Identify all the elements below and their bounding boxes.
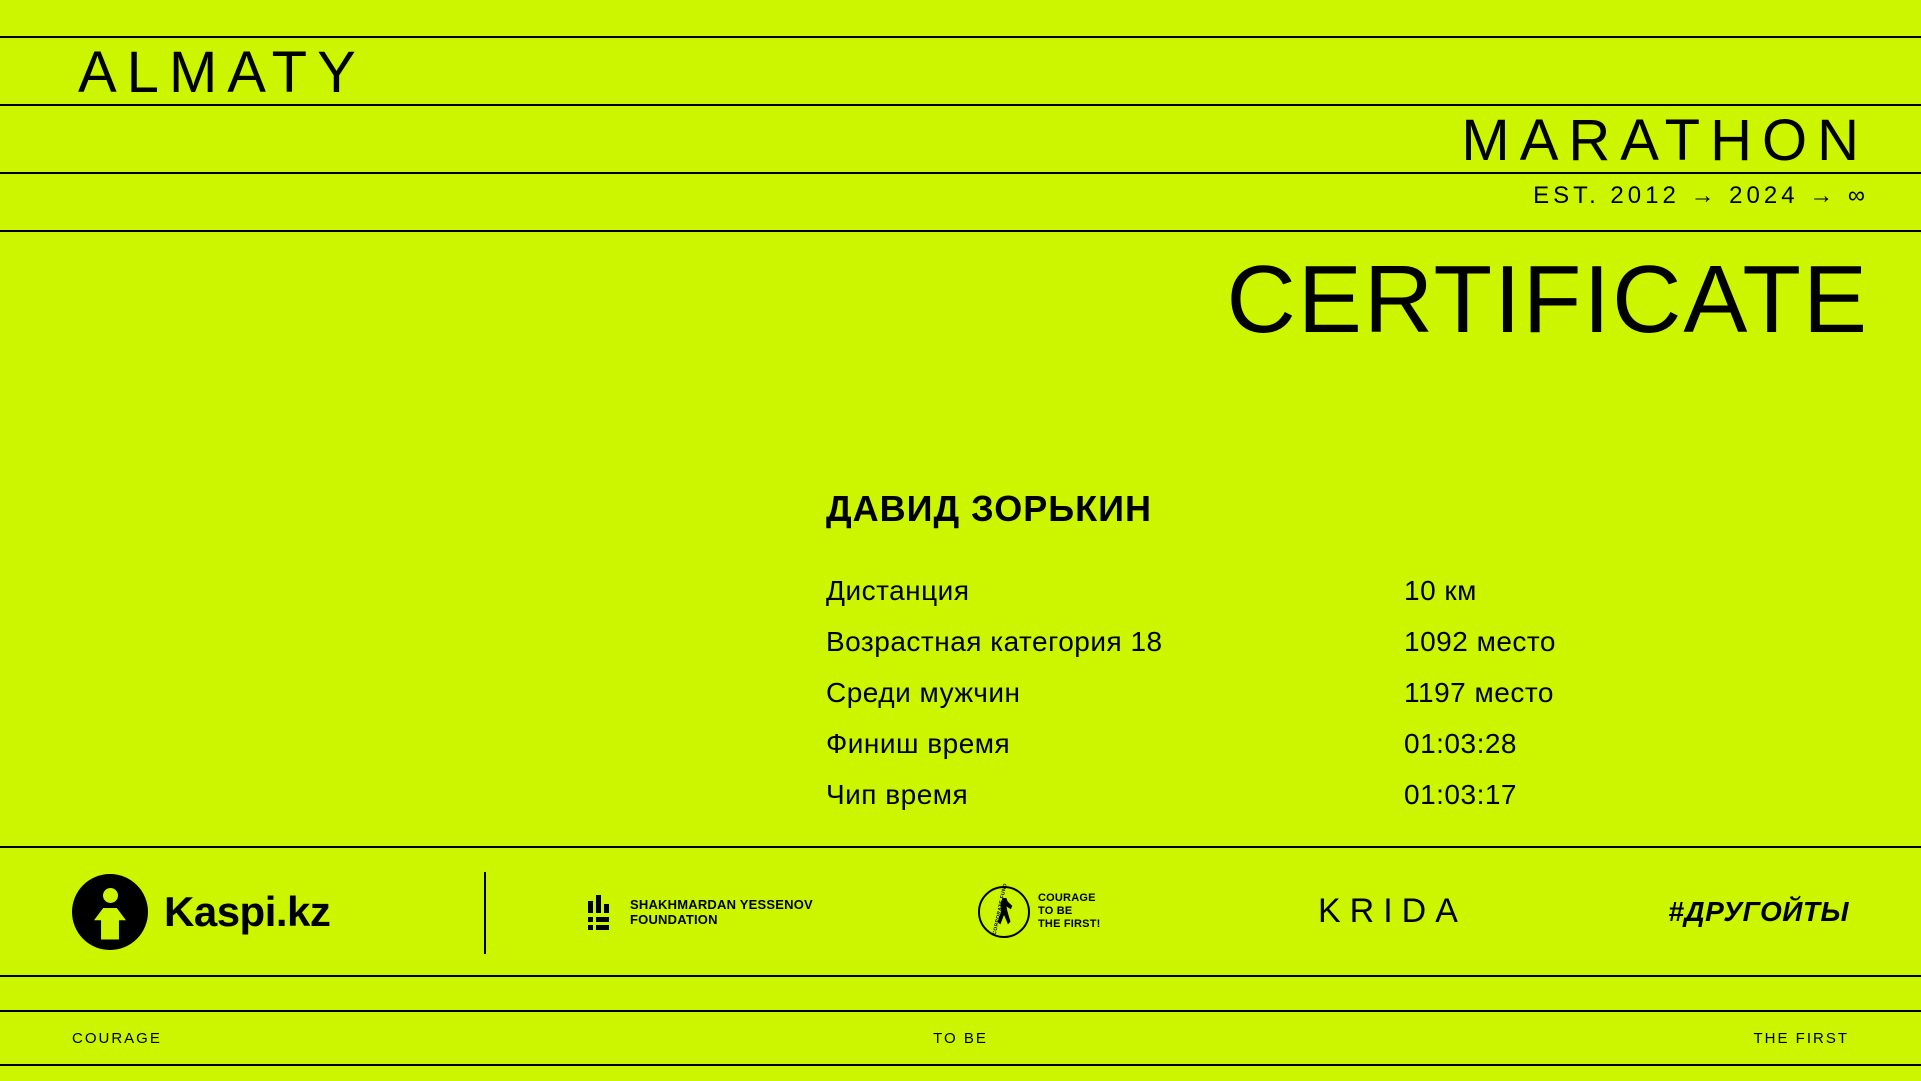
kaspi-logo-icon — [72, 874, 148, 950]
detail-row — [826, 677, 1826, 728]
established-line: EST. 2012 → 2024 → ∞ — [1533, 182, 1869, 209]
result-details — [826, 488, 1826, 830]
detail-label: Среди мужчин — [826, 677, 1021, 708]
detail-value: 1197 место — [1404, 677, 1554, 708]
yessenov-logo-icon — [588, 895, 620, 929]
brand-marathon: MARATHON — [1461, 108, 1869, 173]
detail-value: 01:03:28 — [1404, 728, 1517, 759]
footer-right-text: THE FIRST — [1753, 1029, 1849, 1047]
detail-row — [826, 728, 1826, 779]
sponsor-krida: KRIDA — [1318, 892, 1467, 930]
sponsor-bar — [0, 848, 1921, 975]
header — [0, 0, 1921, 230]
detail-row — [826, 575, 1826, 626]
detail-label: Финиш время — [826, 728, 1011, 759]
corporate-fund-seal-text: CORPORATE FUND — [991, 882, 1009, 935]
divider-line — [0, 230, 1921, 232]
footer-left-text: COURAGE — [72, 1029, 162, 1047]
corporate-fund-seal-icon — [978, 882, 1030, 938]
divider-line — [0, 975, 1921, 977]
detail-value: 01:03:17 — [1404, 779, 1517, 810]
corporate-fund-line-2: TO BE — [1038, 905, 1073, 917]
sponsor-yessenov-foundation — [588, 895, 813, 929]
corporate-fund-line-3: THE FIRST! — [1038, 918, 1101, 930]
corporate-fund-line-1: COURAGE — [1038, 892, 1096, 904]
sponsor-corporate-fund — [978, 882, 1101, 938]
page-title: CERTIFICATE — [1226, 246, 1869, 353]
footer-center-text: TO BE — [933, 1029, 988, 1047]
runner-name: ДАВИД ЗОРЬКИН — [826, 488, 1152, 529]
brand-almaty: ALMATY — [78, 40, 366, 105]
detail-label: Чип время — [826, 779, 969, 810]
detail-value: 10 км — [1404, 575, 1477, 606]
yessenov-wordmark — [630, 897, 813, 927]
kaspi-wordmark: Kaspi.kz — [164, 887, 331, 935]
divider-line — [0, 1064, 1921, 1066]
detail-label: Дистанция — [826, 575, 970, 606]
sponsor-drugoity: #ДРУГОЙТЫ — [1668, 895, 1849, 927]
detail-row — [826, 779, 1826, 830]
sponsor-divider — [484, 872, 486, 954]
yessenov-line-1: SHAKHMARDAN YESSENOV — [630, 896, 813, 912]
yessenov-line-2: FOUNDATION — [630, 911, 718, 927]
sponsor-kaspi — [72, 874, 330, 950]
detail-value: 1092 место — [1404, 626, 1556, 657]
footer-strip — [0, 1012, 1921, 1064]
detail-label: Возрастная категория 18 — [826, 626, 1163, 657]
detail-row — [826, 626, 1826, 677]
corporate-fund-wordmark — [1038, 892, 1101, 931]
